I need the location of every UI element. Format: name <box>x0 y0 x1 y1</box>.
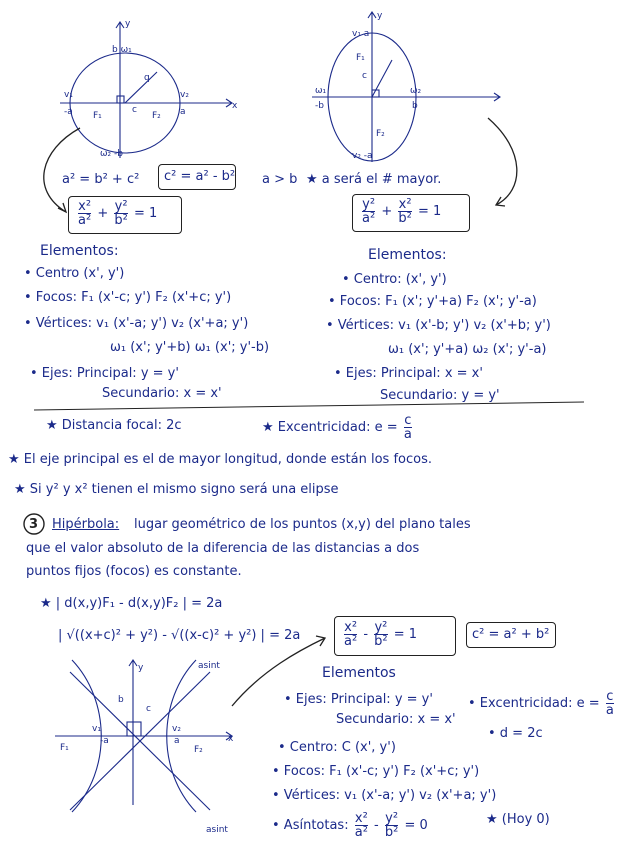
asin-label: • Asíntotas: <box>272 818 349 833</box>
eq-den: b² <box>114 213 128 228</box>
ellipse-h-equation: $\frac{\text{x²}}{\text{a²}}$ + $\frac{\text{y²}}{\text{b²}}$ = 1 <box>78 199 158 228</box>
centro-v: • Centro: (x', y') <box>342 272 447 287</box>
hyp-pt-a: a <box>174 736 180 746</box>
hyp-pt-f1: F₁ <box>60 743 69 753</box>
eje-principal-note: ★ El eje principal es el de mayor longitud, donde están los focos. <box>8 452 432 467</box>
vpt-b: b <box>412 101 418 111</box>
vertices-h-1: • Vértices: v₁ (x'-a; y') v₂ (x'+a; y') <box>24 316 249 331</box>
eq-den: a² <box>344 634 358 649</box>
sqrt-equation: | √((x+c)² + y²) - √((x-c)² + y²) | = 2a <box>58 628 301 643</box>
hyp-pt-y: y <box>138 663 144 673</box>
eq-den: b² <box>398 211 412 226</box>
hiperbola-def-3: puntos fijos (focos) es constante. <box>26 564 242 579</box>
eq-num: y² <box>114 199 128 214</box>
vpt-mb: -b <box>315 101 324 111</box>
hpt-b-w1: b ω₁ <box>112 45 132 55</box>
condition-note: ★ a será el # mayor. <box>306 172 442 187</box>
hpt-c: c <box>132 105 137 115</box>
hpt-x: x <box>232 101 238 111</box>
hpt-y: y <box>125 19 131 29</box>
hpt-f2: F₂ <box>152 111 161 121</box>
eq-num: y² <box>362 197 376 212</box>
hyp-exc-num: c <box>606 689 614 704</box>
arrow-right-head <box>496 197 505 206</box>
hyp-pt-x: x <box>228 734 234 744</box>
hyp-relation: c² = a² + b² <box>472 627 550 642</box>
hpt-f1: F₁ <box>93 111 102 121</box>
eq-num: y² <box>374 620 388 635</box>
hyp-pt-ma: -a <box>100 736 109 746</box>
centro-h: • Centro (x', y') <box>24 266 125 281</box>
eq-num: x² <box>398 197 412 212</box>
section-number: 3 <box>29 517 39 532</box>
hyp-pt-f2: F₂ <box>194 745 203 755</box>
hyp-pt-asint1: asint <box>198 661 220 671</box>
hpt-v1: v₁ <box>64 90 73 100</box>
excentricidad-note <box>262 414 414 441</box>
asin-num: x² <box>354 811 368 826</box>
eq-den: a² <box>78 213 92 228</box>
ejes-v-2: Secundario: y = y' <box>380 388 500 403</box>
hyp-exc-label: • Excentricidad: e = <box>468 696 600 711</box>
distancia-focal: ★ Distancia focal: 2c <box>46 418 182 433</box>
relation-abc: a² = b² + c² <box>62 172 140 187</box>
vertices-h-2: ω₁ (x'; y'+b) ω₁ (x'; y'-b) <box>110 340 270 355</box>
ellipse-vertical-figure <box>312 12 500 162</box>
elements-title-h: Elementos: <box>40 243 119 259</box>
asin-rhs: = 0 <box>404 818 428 833</box>
asin-den: b² <box>384 825 399 840</box>
elements-title-v: Elementos: <box>368 247 447 263</box>
hyp-asin-note: ★ (Hoy 0) <box>486 812 550 827</box>
vpt-w1: ω₁ <box>315 86 327 96</box>
hyp-exc-den: a <box>605 703 614 718</box>
hyp-ejes-2: Secundario: x = x' <box>336 712 456 727</box>
eq-den: a² <box>362 211 376 226</box>
hyp-pt-asint2: asint <box>206 825 228 835</box>
hiperbola-def-2: que el valor absoluto de la diferencia de las distancias a dos <box>26 541 420 556</box>
hyperbola-figure <box>55 660 232 812</box>
hyp-centro: • Centro: C (x', y') <box>278 740 396 755</box>
hiperbola-def-1: lugar geométrico de los puntos (x,y) del plano tales <box>134 517 471 532</box>
radius-line <box>372 60 392 97</box>
exc-den: a <box>403 427 412 442</box>
boxed-relation: c² = a² - b² <box>164 169 236 184</box>
vpt-f1: F₁ <box>356 53 365 63</box>
condition-a-gt-b: a > b <box>262 172 298 187</box>
vertices-v-1: • Vértices: v₁ (x'-b; y') v₂ (x'+b; y') <box>326 318 551 333</box>
hyp-asintotas: • Asíntotas: $\frac{\text{x²}}{\text{a²}}$ - $\frac{\text{y²}}{\text{b²}}$ = 0 <box>272 811 428 840</box>
eq-rhs: = 1 <box>393 627 418 642</box>
ejes-h-2: Secundario: x = x' <box>102 386 222 401</box>
asin-den: a² <box>354 825 368 840</box>
ellipse-horizontal-figure <box>60 22 232 158</box>
arrow-right-curve <box>488 118 517 205</box>
vpt-w2: ω₂ <box>410 86 422 96</box>
eq-den: b² <box>374 634 388 649</box>
eq-rhs: = 1 <box>417 204 442 219</box>
asin-num: y² <box>385 811 399 826</box>
vpt-c: c <box>362 71 367 81</box>
hyp-pt-c: c <box>146 704 151 714</box>
ejes-v-1: • Ejes: Principal: x = x' <box>334 366 483 381</box>
hpt-minus-a: -a <box>64 107 73 117</box>
separator-line <box>34 402 584 410</box>
vpt-f2: F₂ <box>376 129 385 139</box>
abs-equation: ★ | d(x,y)F₁ - d(x,y)F₂ | = 2a <box>40 596 223 611</box>
vpt-y: y <box>377 11 383 21</box>
hyp-pt-b: b <box>118 695 124 705</box>
vpt-v2: v₂ -a <box>352 151 373 161</box>
focos-h: • Focos: F₁ (x'-c; y') F₂ (x'+c; y') <box>24 290 232 305</box>
ellipse-v-equation: $\frac{\text{y²}}{\text{a²}}$ + $\frac{\text{x²}}{\text{b²}}$ = 1 <box>362 197 442 226</box>
radius-line <box>125 72 157 103</box>
hiperbola-title: Hipérbola: <box>52 517 120 532</box>
eq-num: x² <box>78 199 92 214</box>
hpt-v2: v₂ <box>180 90 189 100</box>
vpt-v1: v₁ a <box>352 29 370 39</box>
hpt-a: a <box>180 107 186 117</box>
hyp-vertices: • Vértices: v₁ (x'-a; y') v₂ (x'+a; y') <box>272 788 497 803</box>
hyp-focos: • Focos: F₁ (x'-c; y') F₂ (x'+c; y') <box>272 764 480 779</box>
exc-label: ★ Excentricidad: e = <box>262 420 398 435</box>
hyp-pt-v2: v₂ <box>172 724 181 734</box>
hyp-excentricidad <box>468 690 616 717</box>
arrow-hyp-head <box>316 636 325 646</box>
eq-num: x² <box>344 620 358 635</box>
hyp-pt-v1: v₁ <box>92 724 101 734</box>
hyp-ejes-1: • Ejes: Principal: y = y' <box>284 692 433 707</box>
focos-v: • Focos: F₁ (x'; y'+a) F₂ (x'; y'-a) <box>328 294 537 309</box>
hyp-elements-title: Elementos <box>322 665 396 681</box>
eq-rhs: = 1 <box>133 206 158 221</box>
hyp-d2c: • d = 2c <box>488 726 543 741</box>
ejes-h-1: • Ejes: Principal: y = y' <box>30 366 179 381</box>
vertices-v-2: ω₁ (x'; y'+a) ω₂ (x'; y'-a) <box>388 342 547 357</box>
hyp-equation: $\frac{\text{x²}}{\text{a²}}$ - $\frac{\text{y²}}{\text{b²}}$ = 1 <box>344 620 418 649</box>
mismo-signo-note: ★ Si y² y x² tienen el mismo signo será una elipse <box>14 482 339 497</box>
hpt-q: q <box>144 73 150 83</box>
exc-num: c <box>404 413 412 428</box>
hpt-w2: ω₂ -b <box>100 149 123 159</box>
asymptote-box <box>127 722 141 736</box>
